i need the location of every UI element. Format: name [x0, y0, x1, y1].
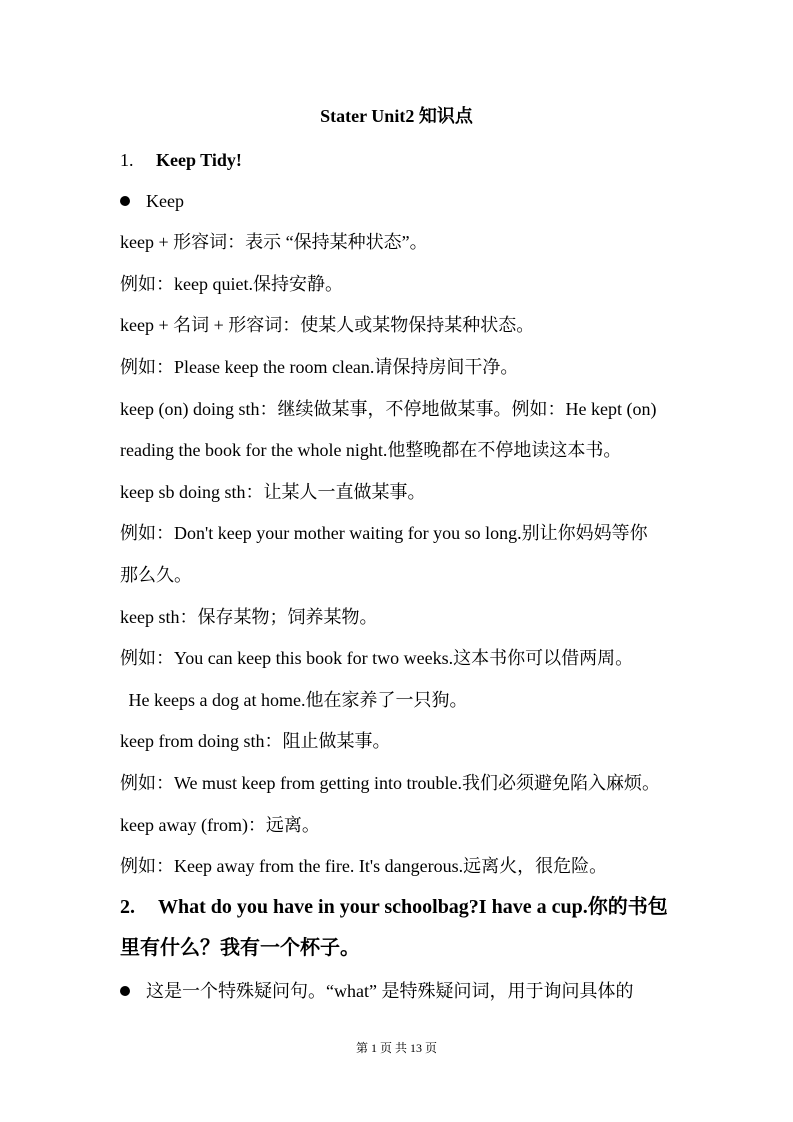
- text-line: 例如：Please keep the room clean.请保持房间干净。: [120, 357, 519, 377]
- section-2-number: 2.: [120, 896, 135, 918]
- document-title: Stater Unit2 知识点: [320, 106, 473, 126]
- text-line: keep sth：保存某物；饲养某物。: [120, 607, 378, 627]
- section-2-title-line1: What do you have in your schoolbag?I have a cup.你的书包: [158, 896, 668, 918]
- text-line: keep (on) doing sth：继续做某事，不停地做某事。例如：He kept (on): [120, 399, 657, 419]
- section-2-title-line2: 里有什么？我有一个杯子。: [120, 937, 360, 959]
- text-line: 例如：Keep away from the fire. It's dangerous.远离火，很危险。: [120, 856, 608, 876]
- section-1-title: Keep Tidy!: [156, 150, 242, 170]
- text-line: keep + 名词 + 形容词：使某人或某物保持某种状态。: [120, 315, 535, 335]
- bullet-what-text: 这是一个特殊疑问句。“what” 是特殊疑问词，用于询问具体的: [146, 981, 634, 1001]
- text-line: keep from doing sth：阻止做某事。: [120, 731, 391, 751]
- text-line: 那么久。: [120, 565, 192, 585]
- bullet-icon: [120, 196, 130, 206]
- text-line: keep sb doing sth：让某人一直做某事。: [120, 482, 426, 502]
- text-line: keep + 形容词：表示 “保持某种状态”。: [120, 232, 428, 252]
- text-line: reading the book for the whole night.他整晚都在不停地读这本书。: [120, 440, 622, 460]
- text-line: 例如：Don't keep your mother waiting for you so long.别让你妈妈等你: [120, 523, 648, 543]
- text-line: 例如：You can keep this book for two weeks.这本书你可以借两周。: [120, 648, 634, 668]
- bullet-what: [120, 979, 633, 1003]
- section-1-number: 1.: [120, 150, 134, 170]
- bullet-keep: [120, 189, 184, 213]
- text-line: keep away (from)：远离。: [120, 815, 320, 835]
- text-line: He keeps a dog at home.他在家养了一只狗。: [124, 690, 468, 710]
- bullet-keep-text: Keep: [146, 191, 184, 211]
- bullet-icon: [120, 986, 130, 996]
- section-1-heading: [120, 148, 242, 172]
- text-line: 例如：keep quiet.保持安静。: [120, 274, 343, 294]
- text-line: 例如：We must keep from getting into trouble.我们必须避免陷入麻烦。: [120, 773, 660, 793]
- page-footer: 第 1 页 共 13 页: [355, 1041, 437, 1055]
- section-2-heading: [120, 895, 668, 919]
